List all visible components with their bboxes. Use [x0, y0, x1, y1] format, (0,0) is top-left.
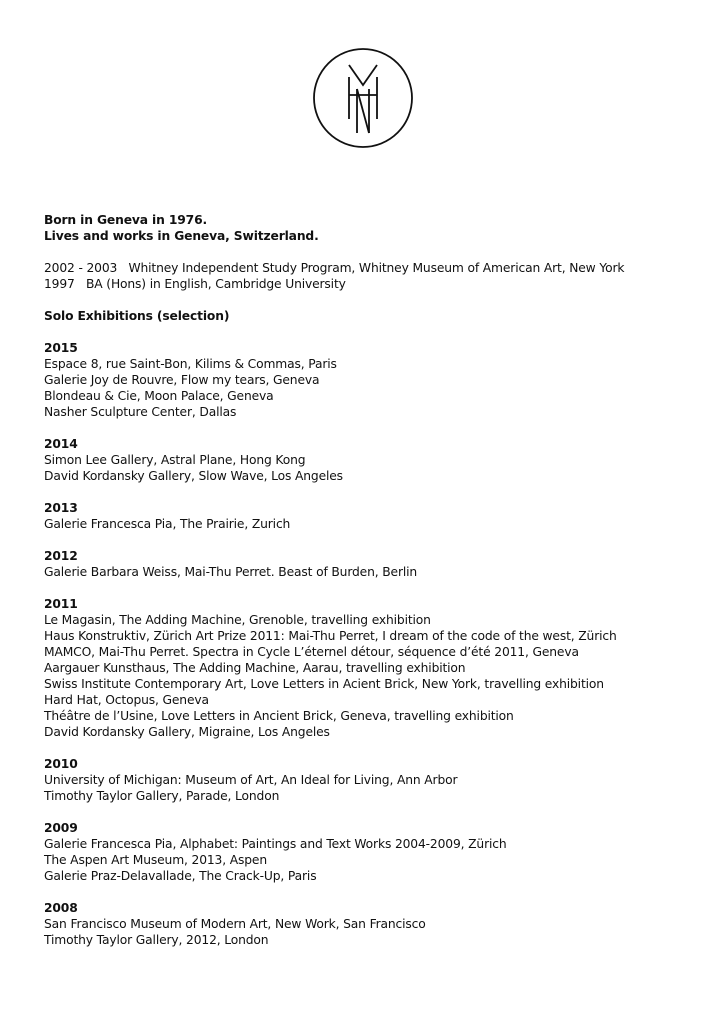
exhibition-year: 2009: [44, 821, 78, 835]
exhibition-year: 2014: [44, 437, 78, 451]
exhibition-year: 2010: [44, 757, 78, 771]
exhibition-entry: David Kordansky Gallery, Migraine, Los Angeles: [44, 725, 330, 739]
exhibition-entry: Galerie Joy de Rouvre, Flow my tears, Geneva: [44, 373, 320, 387]
exhibition-entry: Timothy Taylor Gallery, Parade, London: [44, 789, 280, 803]
education-year: 1997: [44, 277, 75, 291]
bio-born: Born in Geneva in 1976.: [44, 213, 207, 227]
exhibition-entry: Théâtre de l’Usine, Love Letters in Ancient Brick, Geneva, travelling exhibition: [44, 709, 514, 723]
exhibition-entry: Blondeau & Cie, Moon Palace, Geneva: [44, 389, 274, 403]
exhibition-year: 2012: [44, 549, 78, 563]
section-title: Solo Exhibitions (selection): [44, 309, 230, 323]
exhibition-year: 2011: [44, 597, 78, 611]
education-text: Whitney Independent Study Program, Whitney Museum of American Art, New York: [128, 261, 625, 275]
exhibition-entry: Timothy Taylor Gallery, 2012, London: [44, 933, 269, 947]
exhibition-year: 2015: [44, 341, 78, 355]
exhibition-entry: Galerie Praz-Delavallade, The Crack-Up, Paris: [44, 869, 317, 883]
exhibition-entry: Galerie Francesca Pia, The Prairie, Zurich: [44, 517, 291, 531]
exhibition-entry: David Kordansky Gallery, Slow Wave, Los Angeles: [44, 469, 343, 483]
exhibition-entry: MAMCO, Mai-Thu Perret. Spectra in Cycle L’éternel détour, séquence d’été 2011, Geneva: [44, 645, 579, 659]
exhibition-entry: Galerie Barbara Weiss, Mai-Thu Perret. Beast of Burden, Berlin: [44, 565, 418, 579]
education-year: 2002 - 2003: [44, 261, 118, 275]
exhibition-entry: Nasher Sculpture Center, Dallas: [44, 405, 237, 419]
bio-lives: Lives and works in Geneva, Switzerland.: [44, 229, 319, 243]
exhibition-entry: Swiss Institute Contemporary Art, Love Letters in Acient Brick, New York, travelling exhibition: [44, 677, 604, 691]
exhibition-year: 2013: [44, 501, 78, 515]
education-row: [44, 276, 704, 292]
exhibition-entry: Aargauer Kunsthaus, The Adding Machine, Aarau, travelling exhibition: [44, 661, 466, 675]
exhibition-entry: University of Michigan: Museum of Art, An Ideal for Living, Ann Arbor: [44, 773, 458, 787]
exhibition-entry: Le Magasin, The Adding Machine, Grenoble, travelling exhibition: [44, 613, 431, 627]
exhibition-entry: Simon Lee Gallery, Astral Plane, Hong Kong: [44, 453, 306, 467]
exhibition-entry: Espace 8, rue Saint-Bon, Kilims & Commas, Paris: [44, 357, 337, 371]
exhibition-entry: Hard Hat, Octopus, Geneva: [44, 693, 209, 707]
education-row: [44, 260, 704, 276]
exhibition-entry: The Aspen Art Museum, 2013, Aspen: [44, 853, 267, 867]
education-text: BA (Hons) in English, Cambridge University: [85, 277, 346, 291]
exhibition-year: 2008: [44, 901, 78, 915]
exhibition-entry: Galerie Francesca Pia, Alphabet: Paintings and Text Works 2004-2009, Zürich: [44, 837, 507, 851]
monogram-circle-icon: [312, 47, 414, 149]
exhibition-entry: San Francisco Museum of Modern Art, New Work, San Francisco: [44, 917, 426, 931]
cv-content: [44, 212, 704, 948]
exhibition-entry: Haus Konstruktiv, Zürich Art Prize 2011: Mai-Thu Perret, I dream of the code of the west, Zürich: [44, 629, 617, 643]
